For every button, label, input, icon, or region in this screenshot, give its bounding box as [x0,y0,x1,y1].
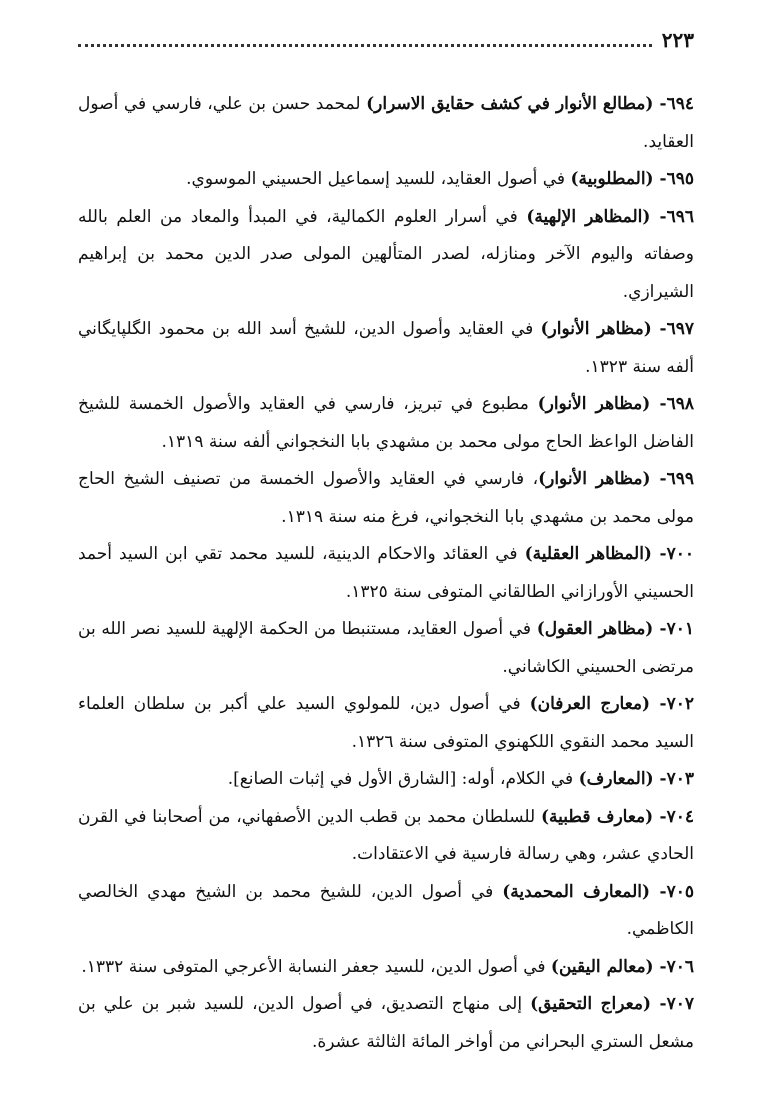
entry-title: (المعارف المحمدية) [502,881,651,902]
entry: ٧٠٣- (المعارف) في الكلام، أوله: [الشارق الأول في إثبات الصانع]. [227,769,694,789]
entry-title: (المعارف) [578,769,654,789]
entry-number: ٧٠١ [666,619,694,639]
entry-number: ٦٩٦ [666,206,695,227]
entry-text: ، فارسي في العقايد والأصول الخمسة من تصنيف الشيخ الحاج مولى محمد بن مشهدي بابا النخجواني، فرغ منه سنة ١٣١٩. [78,469,694,527]
entry-number: ٧٠٤ [666,806,694,827]
entry-number: ٧٠٠ [666,544,694,564]
entry-text: في أصول الدين، للسيد جعفر النسابة الأعرجي المتوفى سنة ١٣٣٢. [81,956,551,977]
entry-text: مطبوع في تبريز، فارسي في العقايد والأصول الخمسة للشيخ الفاضل الواعظ الحاج مولى محمد بن مشهدي بابا النخجواني ألفه سنة ١٣١٩. [78,394,694,452]
entry-number: ٦٩٩ [666,469,694,489]
entry: ٦٩٤- (مطالع الأنوار في كشف حقايق الاسرار) لمحمد حسن بن علي، فارسي في أصول العقايد. [78,94,695,152]
entry-number: ٦٩٥ [666,169,694,189]
entry-title: (مظاهر الأنوار) [538,469,651,489]
entry-title: (مظاهر الأنوار) [540,319,652,339]
entry-text: في أسرار العلوم الكمالية، في المبدأ والمعاد من العلم بالله وصفاته واليوم الآخر ومنازله، لصدر المتألهين المولى صدر الدين محمد بن إبراهيم الشيرازي. [78,206,694,302]
entry-number: ٧٠٥ [666,881,694,902]
entry: ٧٠١- (مظاهر العقول) في أصول العقايد، مستنبطا من الحكمة الإلهية للسيد نصر الله بن مرتضى الحسيني الكاشاني. [78,619,694,677]
entry-number: ٧٠٣ [666,769,694,789]
entry-list [78,86,694,1061]
entry-text: في أصول العقايد، مستنبطا من الحكمة الإلهية للسيد نصر الله بن مرتضى الحسيني الكاشاني. [78,619,694,677]
entry: ٧٠٦- (معالم اليقين) في أصول الدين، للسيد جعفر النسابة الأعرجي المتوفى سنة ١٣٣٢. [81,956,694,977]
entry-title: (المطلوبية) [570,169,654,189]
entry-number: ٧٠٢ [666,694,694,714]
entry-title: (مظاهر العقول) [536,619,654,639]
entry-title: (معالم اليقين) [550,956,654,977]
entry-title: (مظاهر الأنوار) [537,394,651,414]
entry-title: (معارف قطبية) [541,806,654,827]
entry-text: في الكلام، أوله: [الشارق الأول في إثبات الصانع]. [227,769,579,789]
entry: ٦٩٦- (المظاهر الإلهية) في أسرار العلوم الكمالية، في المبدأ والمعاد من العلم بالله وصفاته واليوم الآخر ومنازله، لصدر المتألهين المولى صدر الدين محمد بن إبراهيم الشيرازي. [78,206,695,302]
entry-title: (معارج العرفان) [529,694,651,714]
entry-title: (معراج التحقيق) [530,994,651,1014]
entry-number: ٦٩٤ [666,94,695,114]
entry-text: في العقائد والاحكام الدينية، للسيد محمد تقي ابن السيد أحمد الحسيني الأورازاني الطالقاني المتوفى سنة ١٣٢٥. [78,544,694,602]
entry-number: ٦٩٧ [666,319,694,339]
entry-text: في أصول العقايد، للسيد إسماعيل الحسيني الموسوي. [186,169,571,189]
entry-title: (مطالع الأنوار في كشف حقايق الاسرار) [366,94,654,114]
entry-number: ٧٠٧ [666,994,694,1014]
page-number: ٢٢٣ [661,28,694,52]
entry-text: في أصول دين، للمولوي السيد علي أكبر بن سلطان العلماء السيد محمد النقوي اللكهنوي المتوفى سنة ١٣٢٦. [78,694,694,752]
entry-text: في العقايد وأصول الدين، للشيخ أسد الله بن محمود الگلپايگاني ألفه سنة ١٣٢٣. [78,319,694,377]
entry: ٦٩٥- (المطلوبية) في أصول العقايد، للسيد إسماعيل الحسيني الموسوي. [186,169,694,189]
entry-text: للسلطان محمد بن قطب الدين الأصفهاني، من أصحابنا في القرن الحادي عشر، وهي رسالة فارسية في الاعتقادات. [78,806,694,864]
entry-text: إلى منهاج التصديق، في أصول الدين، للسيد شبر بن علي بن مشعل الستري البحراني من أواخر المائة الثالثة عشرة. [78,994,694,1052]
entry: ٧٠٠- (المظاهر العقلية) في العقائد والاحكام الدينية، للسيد محمد تقي ابن السيد أحمد الحسيني الأورازاني الطالقاني المتوفى سنة ١٣٢٥. [78,544,694,602]
page-header [78,28,694,52]
entry-title: (المظاهر العقلية) [524,544,652,564]
entry: ٧٠٤- (معارف قطبية) للسلطان محمد بن قطب الدين الأصفهاني، من أصحابنا في القرن الحادي عشر، وهي رسالة فارسية في الاعتقادات. [78,806,694,864]
entry-text: في أصول الدين، للشيخ محمد بن الشيخ مهدي الخالصي الكاظمي. [78,881,694,939]
entry-title: (المظاهر الإلهية) [526,206,651,227]
entry: ٦٩٧- (مظاهر الأنوار) في العقايد وأصول الدين، للشيخ أسد الله بن محمود الگلپايگاني ألفه سنة ١٣٢٣. [78,319,694,377]
entry: ٧٠٢- (معارج العرفان) في أصول دين، للمولوي السيد علي أكبر بن سلطان العلماء السيد محمد النقوي اللكهنوي المتوفى سنة ١٣٢٦. [78,694,694,752]
header-dotted-rule [78,44,652,47]
entry: ٦٩٩- (مظاهر الأنوار)، فارسي في العقايد والأصول الخمسة من تصنيف الشيخ الحاج مولى محمد بن مشهدي بابا النخجواني، فرغ منه سنة ١٣١٩. [78,469,694,527]
entry-text: لمحمد حسن بن علي، فارسي في أصول العقايد. [78,94,694,152]
entry: ٧٠٥- (المعارف المحمدية) في أصول الدين، للشيخ محمد بن الشيخ مهدي الخالصي الكاظمي. [78,881,694,939]
entry: ٧٠٧- (معراج التحقيق) إلى منهاج التصديق، في أصول الدين، للسيد شبر بن علي بن مشعل الستري البحراني من أواخر المائة الثالثة عشرة. [78,994,694,1052]
entry: ٦٩٨- (مظاهر الأنوار) مطبوع في تبريز، فارسي في العقايد والأصول الخمسة للشيخ الفاضل الواعظ الحاج مولى محمد بن مشهدي بابا النخجواني ألفه سنة ١٣١٩. [78,394,694,452]
entry-number: ٧٠٦ [666,956,694,977]
entry-number: ٦٩٨ [666,394,694,414]
